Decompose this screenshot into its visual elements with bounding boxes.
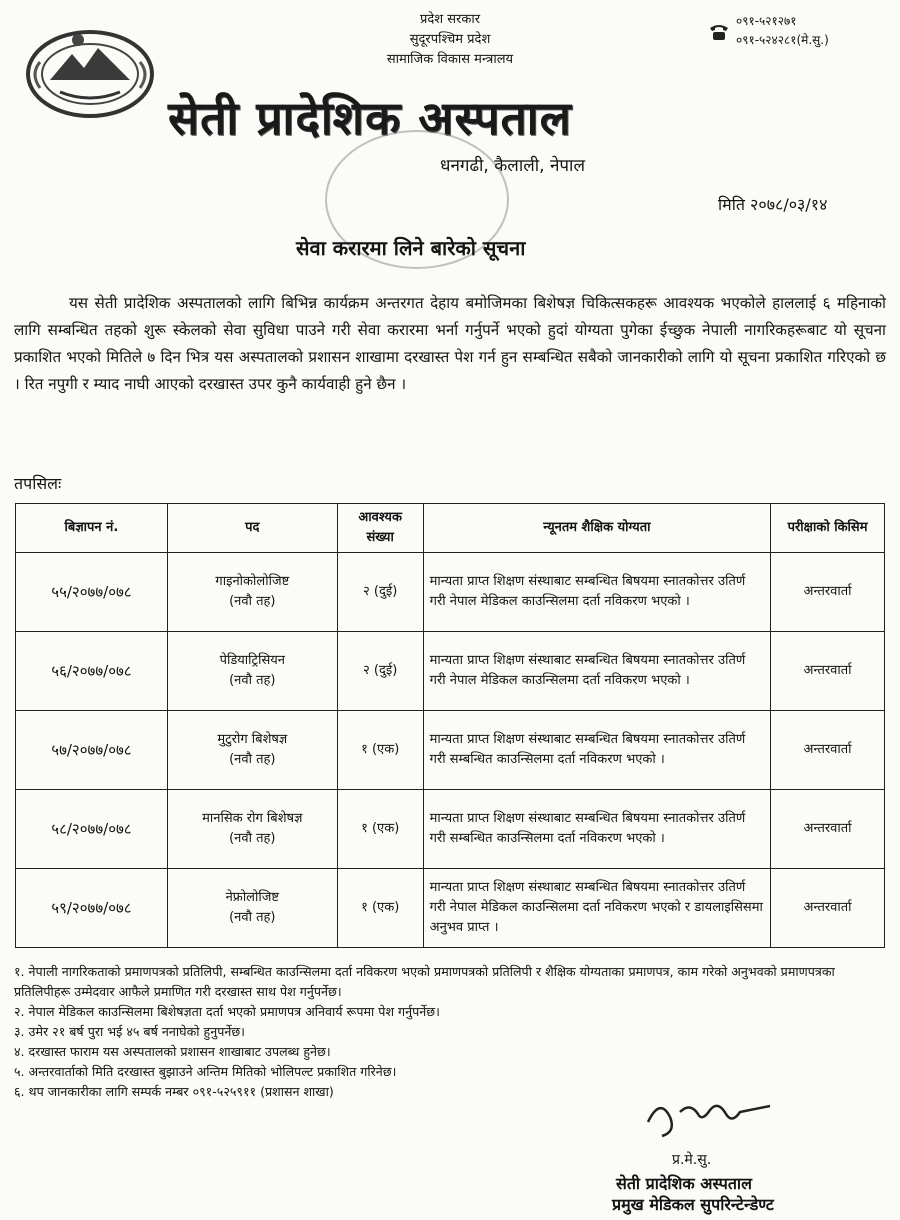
cell-count: १ (एक) <box>337 869 423 948</box>
post-name: पेडियाट्रिसियन <box>219 653 286 668</box>
cell-ad-no: ५६/२०७७/०७८ <box>16 632 168 711</box>
government-header <box>330 10 570 70</box>
signature-office: सेती प्रादेशिक अस्पताल <box>616 1174 752 1193</box>
signature-initials: प्र.मे.सु. <box>672 1152 712 1168</box>
note-item: २. नेपाल मेडिकल काउन्सिलमा बिशेषज्ञता दर्ता भएको प्रमाणपत्र अनिवार्य रूपमा पेश गर्नुपर्नेछ। <box>14 1004 440 1019</box>
cell-ad-no: ५८/२०७७/०७८ <box>16 790 168 869</box>
table-row <box>16 790 885 869</box>
phone-number-1: ०९१-५२१२७१ <box>736 14 797 28</box>
cell-exam: अन्तरवार्ता <box>771 632 885 711</box>
post-level: (नवौ तह) <box>229 752 276 767</box>
cell-post <box>167 869 337 948</box>
cell-count: १ (एक) <box>337 790 423 869</box>
cell-qualification: मान्यता प्राप्त शिक्षण संस्थाबाट सम्बन्धित बिषयमा स्नातकोत्तर उतिर्ण गरी नेपाल मेडिकल काउन्सिलमा दर्ता नविकरण भएको । <box>423 553 770 632</box>
post-name: मानसिक रोग बिशेषज्ञ <box>202 811 303 826</box>
hospital-location: धनगढी, कैलाली, नेपाल <box>440 156 585 176</box>
header-exam: परीक्षाको किसिम <box>771 504 885 553</box>
header-post: पद <box>167 504 337 553</box>
note-item: ३. उमेर २१ बर्ष पुरा भई ४५ बर्ष ननाघेको हुनुपर्नेछ। <box>14 1024 245 1039</box>
signature-title: प्रमुख मेडिकल सुपरिन्टेन्डेण्ट <box>612 1195 774 1214</box>
cell-ad-no: ५९/२०७७/०७८ <box>16 869 168 948</box>
cell-qualification: मान्यता प्राप्त शिक्षण संस्थाबाट सम्बन्धित बिषयमा स्नातकोत्तर उतिर्ण गरी सम्बन्धित काउन्सिलमा दर्ता नविकरण भएको । <box>423 711 770 790</box>
cell-count: २ (दुई) <box>337 632 423 711</box>
table-row <box>16 869 885 948</box>
cell-post <box>167 632 337 711</box>
cell-qualification: मान्यता प्राप्त शिक्षण संस्थाबाट सम्बन्धित बिषयमा स्नातकोत्तर उतिर्ण गरी नेपाल मेडिकल काउन्सिलमा दर्ता नविकरण भएको र डायलाइसिसमा अनुभव प्राप्त । <box>423 869 770 948</box>
phone-number-2: ०९१-५२४२८१(मे.सु.) <box>736 33 829 47</box>
cell-exam: अन्तरवार्ता <box>771 711 885 790</box>
cell-count: २ (दुई) <box>337 553 423 632</box>
cell-exam: अन्तरवार्ता <box>771 553 885 632</box>
post-level: (नवौ तह) <box>229 910 276 925</box>
header-ad-no: बिज्ञापन नं. <box>16 504 168 553</box>
vacancy-table-wrapper <box>15 503 885 948</box>
cell-count: १ (एक) <box>337 711 423 790</box>
nepal-emblem-icon <box>20 22 160 126</box>
cell-exam: अन्तरवार्ता <box>771 869 885 948</box>
handwritten-signature <box>640 1092 790 1146</box>
notes-list <box>14 962 890 1102</box>
hospital-name: सेती प्रादेशिक अस्पताल <box>168 91 572 145</box>
cell-post <box>167 553 337 632</box>
gov-line-3: सामाजिक विकास मन्त्रालय <box>386 52 514 67</box>
note-item: १. नेपाली नागरिकताको प्रमाणपत्रको प्रतिलिपी, सम्बन्धित काउन्सिलमा दर्ता नविकरण भएको प्रमाणपत्रको प्रतिलिपी र शैक्षिक योग्यताका प्रमाणपत्र, काम गरेको अनुभवको प्रमाणपत्रका प्रतिलिपीहरू उम्मेदवार आफैले प्रमाणित गरी दरखास्त साथ पेश गर्नुपर्नेछ। <box>14 964 835 999</box>
cell-ad-no: ५५/२०७७/०७८ <box>16 553 168 632</box>
post-level: (नवौ तह) <box>229 594 276 609</box>
table-row <box>16 711 885 790</box>
cell-ad-no: ५७/२०७७/०७८ <box>16 711 168 790</box>
vacancy-table <box>15 503 885 948</box>
cell-exam: अन्तरवार्ता <box>771 790 885 869</box>
table-header-row <box>16 504 885 553</box>
phone-numbers <box>736 12 829 50</box>
telephone-icon <box>708 22 730 46</box>
note-item: ४. दरखास्त फाराम यस अस्पतालको प्रशासन शाखाबाट उपलब्ध हुनेछ। <box>14 1044 331 1059</box>
details-label: तपसिलः <box>14 474 62 493</box>
table-row <box>16 553 885 632</box>
gov-line-1: प्रदेश सरकार <box>419 12 481 27</box>
post-name: नेफ्रोलोजिष्ट <box>225 890 279 905</box>
note-item: ६. थप जानकारीका लागि सम्पर्क नम्बर ०९१-५२५९११ (प्रशासन शाखा) <box>14 1084 334 1099</box>
post-name: गाइनोकोलोजिष्ट <box>215 574 290 589</box>
notice-body: यस सेती प्रादेशिक अस्पतालको लागि बिभिन्न कार्यक्रम अन्तरगत देहाय बमोजिमका बिशेषज्ञ चिकित्सकहरू आवश्यक भएकोले हाललाई ६ महिनाको लागि सम्बन्धित तहको शुरू स्केलको सेवा सुविधा पाउने गरी सेवा करारमा भर्ना गर्नुपर्ने भएको हुदां योग्यता पुगेका ईच्छुक नेपाली नागरिकहरूबाट यो सूचना प्रकाशित भएको मितिले ७ दिन भित्र यस अस्पतालको प्रशासन शाखामा दरखास्त पेश गर्न हुन सम्बन्धित सबैको जानकारीको लागि यो सूचना प्रकाशित गरिएको छ । रित नपुगी र म्याद नाघी आएको दरखास्त उपर कुनै कार्यवाही हुने छैन । <box>14 294 886 393</box>
cell-qualification: मान्यता प्राप्त शिक्षण संस्थाबाट सम्बन्धित बिषयमा स्नातकोत्तर उतिर्ण गरी सम्बन्धित काउन्सिलमा दर्ता नविकरण भएको । <box>423 790 770 869</box>
post-name: मुटुरोग बिशेषज्ञ <box>217 732 288 747</box>
header-qualification: न्यूनतम शैक्षिक योग्यता <box>423 504 770 553</box>
table-row <box>16 632 885 711</box>
note-item: ५. अन्तरवार्ताको मिति दरखास्त बुझाउने अन्तिम मितिको भोलिपल्ट प्रकाशित गरिनेछ। <box>14 1064 397 1079</box>
notice-title: सेवा करारमा लिने बारेको सूचना <box>296 236 526 260</box>
gov-line-2: सुदूरपश्चिम प्रदेश <box>409 32 491 47</box>
cell-post <box>167 790 337 869</box>
cell-post <box>167 711 337 790</box>
notice-date: मिति २०७८/०३/१४ <box>718 195 828 214</box>
post-level: (नवौ तह) <box>229 673 276 688</box>
cell-qualification: मान्यता प्राप्त शिक्षण संस्थाबाट सम्बन्धित बिषयमा स्नातकोत्तर उतिर्ण गरी नेपाल मेडिकल काउन्सिलमा दर्ता नविकरण भएको । <box>423 632 770 711</box>
header-count: आवश्यक संख्या <box>337 504 423 553</box>
post-level: (नवौ तह) <box>229 831 276 846</box>
